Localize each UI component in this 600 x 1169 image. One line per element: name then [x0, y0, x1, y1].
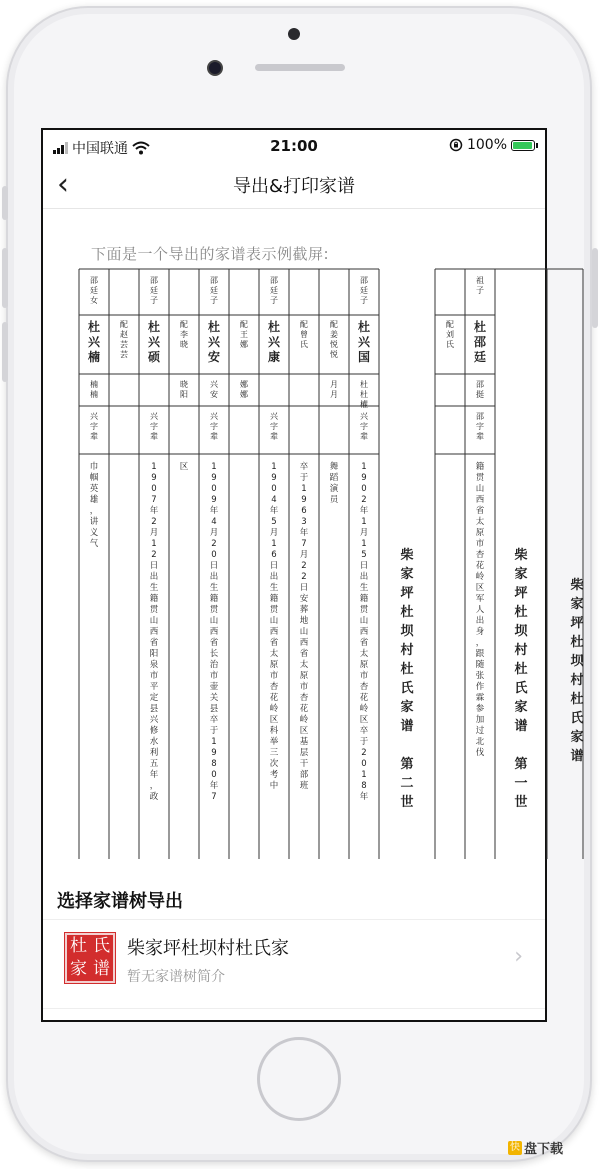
- logo-char: 氏: [93, 936, 110, 956]
- genealogy-title: 柴家坪杜坝村杜氏家谱 第二世: [400, 548, 414, 810]
- logo-char: 谱: [93, 959, 110, 979]
- cell-generation: 兴字辈: [210, 412, 218, 441]
- cell-spouse: 配李晓: [180, 320, 188, 349]
- cell-bio: 卒于 1 9 6 3 年 7 月 2 2 日安葬地山西省太原市杏花岭区基层干部班: [299, 462, 309, 791]
- earpiece-speaker: [255, 64, 345, 71]
- silent-switch: [2, 186, 8, 220]
- cell-bio: 1 9 0 9 年 4 月 2 0 日出生籍贯山西省长治市壶关县卒于 1 9 8 0 年 7: [209, 462, 219, 802]
- family-desc: 暂无家谱树简介: [127, 969, 225, 985]
- cell-relation: 邵廷女: [90, 276, 98, 305]
- logo-char: 杜: [70, 936, 87, 956]
- page-title: 导出&打印家谱: [232, 176, 356, 197]
- genealogy-title: 柴家坪杜坝村杜氏家谱 第一世: [514, 548, 528, 810]
- battery-icon: [511, 140, 535, 151]
- watermark-badge: 快: [510, 1141, 520, 1153]
- home-button[interactable]: [257, 1037, 341, 1121]
- watermark-text: 盘下载: [524, 1142, 564, 1157]
- logo-char: 家: [70, 959, 87, 979]
- cell-relation: 邵廷子: [210, 276, 218, 305]
- front-camera: [207, 60, 223, 76]
- cell-name: 杜邵廷: [473, 320, 487, 364]
- cell-name: 杜兴国: [357, 320, 371, 364]
- cell-relation: 邵廷子: [270, 276, 278, 305]
- family-tree-item[interactable]: [43, 920, 545, 1008]
- cell-name: 杜兴楠: [87, 320, 101, 364]
- cell-relation: 祖子: [476, 276, 484, 295]
- example-preview: [43, 209, 584, 889]
- cell-alias: 楠楠: [90, 380, 98, 399]
- cell-alias: 娜娜: [240, 380, 248, 399]
- cell-bio: 区: [179, 462, 189, 472]
- genealogy-table: [43, 209, 584, 889]
- carrier-label: 中国联通: [72, 141, 128, 157]
- chevron-right-icon: ›: [514, 944, 523, 969]
- cell-generation: 兴字辈: [90, 412, 98, 441]
- nav-bar: [43, 162, 545, 209]
- volume-up-button: [2, 248, 8, 308]
- cell-bio: 1 9 0 7 年 2 月 1 2 日出生籍贯山西省阳泉市平定县兴修水利五年，政: [149, 462, 159, 802]
- divider: [43, 1008, 545, 1009]
- cell-alias: 兴安: [210, 380, 218, 399]
- cell-name: 杜兴康: [267, 320, 281, 364]
- cell-name: 杜兴硕: [147, 320, 161, 364]
- watermark: [508, 1138, 563, 1157]
- status-time: 21:00: [270, 137, 318, 155]
- cell-bio: 巾帼英雄，讲义气: [89, 462, 99, 549]
- cell-alias: 月月: [330, 380, 338, 399]
- cell-spouse: 配刘氏: [446, 320, 454, 349]
- cell-generation: 兴字辈: [150, 412, 158, 441]
- volume-down-button: [2, 322, 8, 382]
- cell-alias: 晓阳: [180, 380, 188, 399]
- family-logo: [65, 933, 115, 983]
- intro-text: 下面是一个导出的家谱表示例截屏:: [91, 245, 330, 263]
- cell-name: 杜兴安: [207, 320, 221, 364]
- cell-generation: 兴字辈: [270, 412, 278, 441]
- cell-alias: 杜杜權: [360, 380, 368, 409]
- family-name: 柴家坪杜坝村杜氏家: [127, 938, 289, 959]
- cell-spouse: 配姜悦悦: [330, 320, 338, 359]
- cell-bio: 舞蹈演员: [329, 462, 339, 505]
- cell-spouse: 配王娜: [240, 320, 248, 349]
- cell-spouse: 配赵芸芸: [120, 320, 128, 359]
- lock-rotation-icon: [449, 138, 463, 152]
- cell-alias: 邵挺: [476, 380, 484, 399]
- status-right: [449, 137, 535, 153]
- genealogy-title: 柴家坪杜坝村杜氏家谱: [570, 578, 584, 764]
- power-button: [592, 248, 598, 328]
- cell-relation: 邵廷子: [150, 276, 158, 305]
- cell-relation: 邵廷子: [360, 276, 368, 305]
- cell-bio: 1 9 0 4 年 5 月 1 6 日出生籍贯山西省太原市杏花岭区科举三次考中: [269, 462, 279, 791]
- cell-generation: 邵字辈: [476, 412, 484, 441]
- status-bar: [43, 130, 545, 162]
- cell-bio: 1 9 0 2 年 1 月 1 5 日出生籍贯山西省太原市杏花岭区卒于 2 0 1 8 年: [359, 462, 369, 802]
- screen: [41, 128, 584, 1022]
- back-icon[interactable]: ‹: [57, 167, 69, 202]
- battery-percent: 100%: [466, 137, 507, 153]
- sensor-dot: [288, 28, 300, 40]
- export-section-title: 选择家谱树导出: [57, 891, 183, 912]
- cell-generation: 兴字辈: [360, 412, 368, 441]
- cell-spouse: 配曾氏: [300, 320, 308, 349]
- cell-bio: 籍贯山西省太原市杏花岭区军人出身，跟随张作霖参加过北伐: [475, 462, 485, 758]
